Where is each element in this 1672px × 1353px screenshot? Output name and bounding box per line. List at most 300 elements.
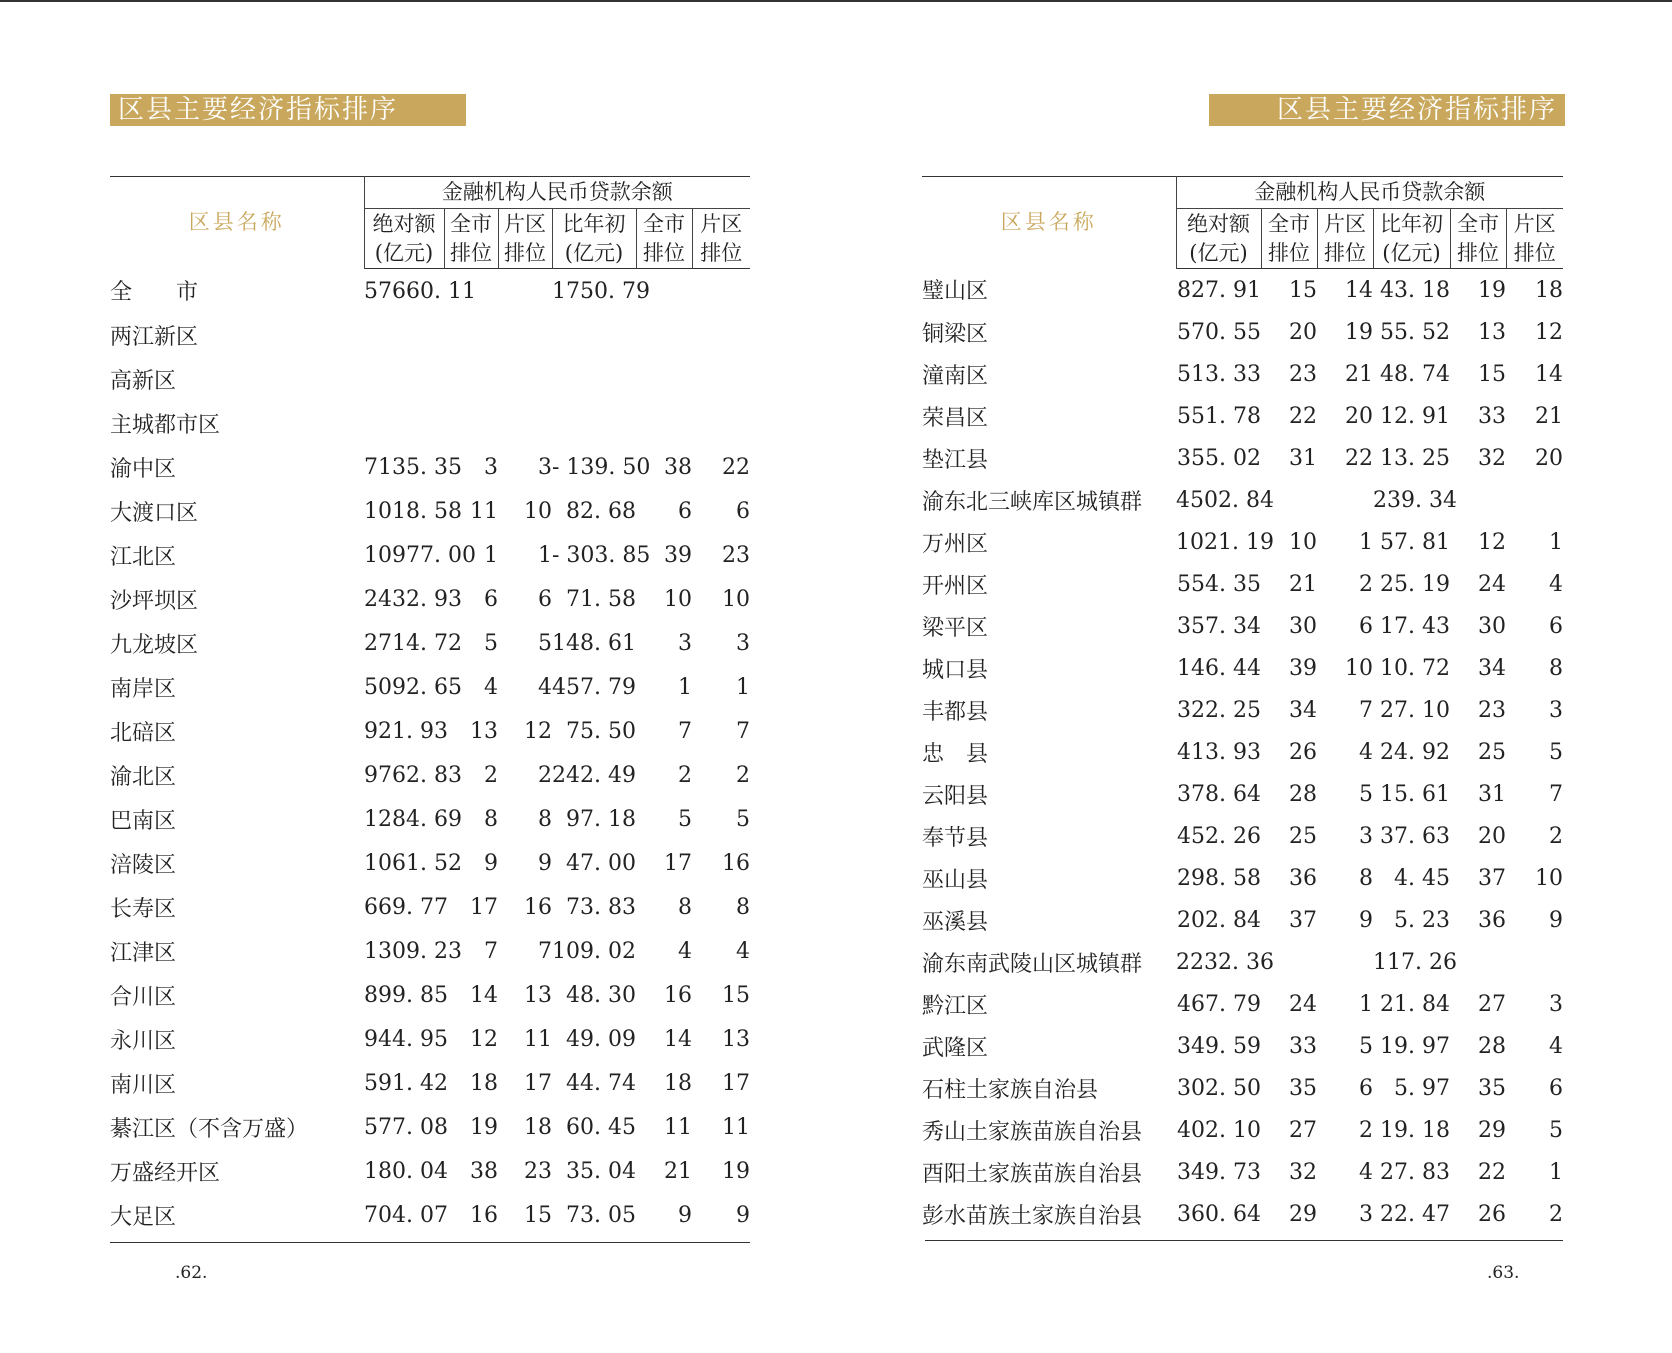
zone-rank-change-cell: 1 [736, 674, 751, 700]
change-ytd-cell: 60. 45 [566, 1114, 636, 1140]
city-rank-change-cell: 36 [1478, 907, 1506, 933]
column-header-zone-rank-change: 片区 [700, 211, 743, 236]
city-rank-cell: 9 [484, 850, 498, 876]
zone-rank-cell: 2 [1359, 571, 1373, 597]
change-ytd-cell: 44. 74 [566, 1070, 636, 1096]
right-table-body [922, 269, 1563, 1236]
table-row [110, 841, 750, 885]
zone-rank-cell: 23 [524, 1158, 552, 1184]
city-rank-change-cell: 22 [1478, 1159, 1506, 1185]
zone-rank-change-cell [692, 269, 750, 314]
city-rank-cell: 11 [470, 498, 498, 524]
city-rank-cell: 10 [1289, 529, 1317, 555]
change-ytd-cell: - 139. 50 [552, 454, 651, 480]
loan-balance-cell [364, 357, 444, 401]
city-rank-change-cell: 34 [1478, 655, 1506, 681]
district-name-cell: 武隆区 [922, 1035, 989, 1061]
loan-balance-cell [364, 313, 444, 357]
loan-balance-cell: 591. 42 [364, 1070, 448, 1096]
zone-rank-cell: 7 [1359, 697, 1373, 723]
zone-rank-change-cell: 8 [1549, 655, 1564, 681]
loan-balance-cell: 360. 64 [1177, 1201, 1261, 1227]
loan-balance-cell: 1061. 52 [364, 850, 462, 876]
city-rank-cell: 8 [484, 806, 498, 832]
loan-balance-cell: 413. 93 [1177, 739, 1261, 765]
column-unit-zone-rank-change: 排位 [692, 239, 750, 269]
loan-balance-cell: 554. 35 [1177, 571, 1261, 597]
table-row [110, 709, 750, 753]
zone-rank-change-cell: 3 [1549, 991, 1564, 1017]
change-ytd-cell: 27. 83 [1380, 1159, 1450, 1185]
column-header-city-rank: 全市 [1261, 209, 1317, 240]
column-unit-zone-rank-change: 排位 [1506, 239, 1563, 269]
zone-rank-cell: 13 [524, 982, 552, 1008]
loan-balance-cell: 355. 02 [1177, 445, 1261, 471]
city-rank-cell [444, 357, 498, 401]
city-rank-change-cell: 20 [1478, 823, 1506, 849]
column-group-loan-balance: 金融机构人民币贷款余额 [1176, 177, 1563, 209]
city-rank-cell: 29 [1289, 1201, 1317, 1227]
change-ytd-cell: 148. 61 [552, 630, 636, 656]
district-name-cell: 主城都市区 [110, 412, 221, 438]
zone-rank-change-cell: 5 [1549, 739, 1564, 765]
zone-rank-change-cell: 17 [722, 1070, 751, 1096]
city-rank-change-cell: 18 [664, 1070, 692, 1096]
zone-rank-change-cell: 5 [736, 806, 751, 832]
district-name-cell: 巫山县 [922, 867, 989, 893]
change-ytd-cell: 10. 72 [1380, 655, 1450, 681]
city-rank-change-cell [1450, 941, 1506, 983]
zone-rank-cell [498, 313, 552, 357]
district-name-cell: 梁平区 [922, 615, 989, 641]
change-ytd-cell: 21. 84 [1380, 991, 1450, 1017]
loan-balance-cell: 669. 77 [364, 894, 448, 920]
city-rank-cell: 23 [1289, 361, 1317, 387]
table-row [922, 437, 1563, 479]
column-header-zone-rank-change: 片区 [1513, 211, 1556, 236]
district-name-cell: 渝东南武陵山区城镇群 [922, 951, 1143, 977]
zone-rank-change-cell: 8 [736, 894, 751, 920]
district-name-cell: 忠 县 [922, 741, 989, 767]
zone-rank-change-cell: 9 [736, 1202, 751, 1228]
table-row [110, 929, 750, 973]
zone-rank-change-cell: 6 [1549, 613, 1564, 639]
district-name-cell: 秀山土家族苗族自治县 [922, 1119, 1143, 1145]
city-rank-change-cell: 14 [664, 1026, 692, 1052]
change-ytd-cell: 97. 18 [566, 806, 636, 832]
table-row [922, 1109, 1563, 1151]
zone-rank-change-cell: 12 [1535, 319, 1564, 345]
column-header-district-name: 区县名称 [110, 177, 364, 269]
loan-balance-cell: 2432. 93 [364, 586, 462, 612]
zone-rank-change-cell [692, 313, 750, 357]
zone-rank-cell: 19 [1345, 319, 1373, 345]
city-rank-cell: 28 [1289, 781, 1317, 807]
change-ytd-cell: 73. 05 [566, 1202, 636, 1228]
table-row [922, 731, 1563, 773]
column-header-zone-rank: 片区 [498, 209, 552, 240]
loan-balance-cell: 551. 78 [1177, 403, 1261, 429]
change-ytd-cell [552, 401, 636, 445]
district-name-cell: 巫溪县 [922, 909, 989, 935]
zone-rank-cell: 14 [1345, 277, 1373, 303]
city-rank-cell: 12 [470, 1026, 498, 1052]
district-name-cell: 渝东北三峡库区城镇群 [922, 489, 1143, 515]
table-row [922, 899, 1563, 941]
zone-rank-cell: 15 [524, 1202, 552, 1228]
table-row [922, 605, 1563, 647]
city-rank-cell: 20 [1289, 319, 1317, 345]
city-rank-cell: 33 [1289, 1033, 1317, 1059]
change-ytd-cell: 19. 18 [1380, 1117, 1450, 1143]
city-rank-cell: 1 [484, 542, 498, 568]
loan-balance-cell: 570. 55 [1177, 319, 1261, 345]
city-rank-cell: 25 [1289, 823, 1317, 849]
zone-rank-cell: 9 [538, 850, 552, 876]
table-row [922, 563, 1563, 605]
zone-rank-change-cell: 2 [736, 762, 751, 788]
loan-balance-cell: 2714. 72 [364, 630, 462, 656]
column-group-loan-balance: 金融机构人民币贷款余额 [364, 177, 750, 209]
table-row [110, 489, 750, 533]
column-unit-absolute: (亿元) [364, 239, 444, 269]
district-name-cell: 石柱土家族自治县 [922, 1077, 1099, 1103]
zone-rank-change-cell: 4 [1549, 1033, 1564, 1059]
change-ytd-cell: 35. 04 [566, 1158, 636, 1184]
district-name-cell: 永川区 [110, 1028, 177, 1054]
loan-balance-cell: 202. 84 [1177, 907, 1261, 933]
city-rank-cell: 13 [470, 718, 498, 744]
change-ytd-cell: 15. 61 [1380, 781, 1450, 807]
table-row [922, 1193, 1563, 1235]
change-ytd-cell: 109. 02 [552, 938, 636, 964]
column-header-absolute: 绝对额 [364, 209, 444, 240]
left-table-body [110, 269, 750, 1238]
zone-rank-change-cell: 21 [1535, 403, 1564, 429]
zone-rank-cell: 4 [538, 674, 552, 700]
city-rank-cell [444, 313, 498, 357]
city-rank-change-cell: 25 [1478, 739, 1506, 765]
city-rank-change-cell: 30 [1478, 613, 1506, 639]
district-name-cell: 酉阳土家族苗族自治县 [922, 1161, 1143, 1187]
loan-balance-cell: 302. 50 [1177, 1075, 1261, 1101]
zone-rank-change-cell: 19 [722, 1158, 751, 1184]
table-row [110, 313, 750, 357]
change-ytd-cell: 25. 19 [1380, 571, 1450, 597]
table-row [110, 577, 750, 621]
left-page-title: 区县主要经济指标排序 [110, 94, 466, 126]
district-name-cell: 合川区 [110, 984, 177, 1010]
change-ytd-cell: 242. 49 [552, 762, 636, 788]
table-row [922, 1025, 1563, 1067]
district-name-cell: 垫江县 [922, 447, 989, 473]
zone-rank-change-cell: 7 [736, 718, 751, 744]
right-bottom-rule [925, 1240, 1563, 1241]
city-rank-cell: 26 [1289, 739, 1317, 765]
city-rank-cell [444, 401, 498, 445]
district-name-cell: 渝北区 [110, 764, 177, 790]
zone-rank-change-cell: 4 [736, 938, 751, 964]
table-row [922, 353, 1563, 395]
city-rank-cell: 21 [1289, 571, 1317, 597]
change-ytd-cell: 22. 47 [1380, 1201, 1450, 1227]
loan-balance-cell: 402. 10 [1177, 1117, 1261, 1143]
city-rank-change-cell: 5 [678, 806, 692, 832]
column-header-change: 比年初 [552, 209, 636, 240]
change-ytd-cell: 43. 18 [1380, 277, 1450, 303]
table-row [110, 665, 750, 709]
table-row [110, 621, 750, 665]
city-rank-cell: 2 [484, 762, 498, 788]
loan-balance-cell: 378. 64 [1177, 781, 1261, 807]
loan-balance-cell: 7135. 35 [364, 454, 462, 480]
loan-balance-cell: 322. 25 [1177, 697, 1261, 723]
table-row [110, 269, 750, 314]
table-row [922, 815, 1563, 857]
change-ytd-cell: 4. 45 [1394, 865, 1450, 891]
zone-rank-change-cell: 10 [722, 586, 751, 612]
city-rank-change-cell [636, 357, 692, 401]
city-rank-change-cell: 3 [678, 630, 692, 656]
column-header-zone-rank: 片区 [1317, 209, 1373, 240]
zone-rank-change-cell: 2 [1549, 1201, 1564, 1227]
change-ytd-cell [552, 313, 636, 357]
table-row [110, 753, 750, 797]
zone-rank-cell: 1 [1359, 991, 1373, 1017]
city-rank-change-cell: 6 [678, 498, 692, 524]
zone-rank-change-cell [1506, 941, 1563, 983]
change-ytd-cell [552, 357, 636, 401]
city-rank-change-cell: 39 [664, 542, 692, 568]
city-rank-cell: 34 [1289, 697, 1317, 723]
change-ytd-cell: 12. 91 [1380, 403, 1450, 429]
loan-balance-cell: 349. 73 [1177, 1159, 1261, 1185]
zone-rank-cell [1317, 479, 1373, 521]
change-ytd-cell: 239. 34 [1373, 487, 1457, 513]
city-rank-change-cell: 37 [1478, 865, 1506, 891]
loan-balance-cell: 357. 34 [1177, 613, 1261, 639]
loan-balance-cell: 944. 95 [364, 1026, 448, 1052]
zone-rank-cell: 21 [1345, 361, 1373, 387]
zone-rank-change-cell: 14 [1535, 361, 1564, 387]
loan-balance-cell: 452. 26 [1177, 823, 1261, 849]
zone-rank-cell: 4 [1359, 1159, 1373, 1185]
zone-rank-cell: 9 [1359, 907, 1373, 933]
city-rank-change-cell: 4 [678, 938, 692, 964]
city-rank-change-cell: 12 [1478, 529, 1506, 555]
zone-rank-cell: 2 [538, 762, 552, 788]
table-row [110, 1061, 750, 1105]
city-rank-change-cell [636, 313, 692, 357]
city-rank-change-cell: 31 [1478, 781, 1506, 807]
zone-rank-cell: 1 [538, 542, 552, 568]
zone-rank-cell: 7 [538, 938, 552, 964]
city-rank-change-cell: 7 [678, 718, 692, 744]
zone-rank-cell: 5 [538, 630, 552, 656]
district-name-cell: 云阳县 [922, 783, 989, 809]
table-row [110, 1017, 750, 1061]
district-name-cell: 铜梁区 [922, 321, 989, 347]
loan-balance-cell: 467. 79 [1177, 991, 1261, 1017]
table-row [922, 269, 1563, 312]
city-rank-change-cell: 26 [1478, 1201, 1506, 1227]
loan-balance-cell [364, 401, 444, 445]
column-header-city-rank: 全市 [444, 209, 498, 240]
column-unit-city-rank-change: 排位 [636, 239, 692, 269]
change-ytd-cell: 13. 25 [1380, 445, 1450, 471]
table-row [110, 533, 750, 577]
right-page-title: 区县主要经济指标排序 [1209, 94, 1565, 126]
city-rank-change-cell: 10 [664, 586, 692, 612]
zone-rank-change-cell: 5 [1549, 1117, 1564, 1143]
change-ytd-cell: 5. 97 [1394, 1075, 1450, 1101]
change-ytd-cell: 49. 09 [566, 1026, 636, 1052]
district-name-cell: 璧山区 [922, 279, 989, 305]
table-row [922, 1151, 1563, 1193]
loan-balance-cell: 4502. 84 [1176, 487, 1274, 513]
district-name-cell: 两江新区 [110, 324, 199, 350]
city-rank-change-cell: 13 [1478, 319, 1506, 345]
city-rank-change-cell: 24 [1478, 571, 1506, 597]
left-bottom-rule [110, 1242, 750, 1243]
zone-rank-change-cell: 10 [1535, 865, 1564, 891]
district-name-cell: 彭水苗族土家族自治县 [922, 1203, 1143, 1229]
zone-rank-change-cell [1506, 479, 1563, 521]
change-ytd-cell: 47. 00 [566, 850, 636, 876]
column-header-change: 比年初 [1373, 209, 1450, 240]
zone-rank-cell: 17 [524, 1070, 552, 1096]
district-name-cell: 南岸区 [110, 676, 177, 702]
change-ytd-cell: 37. 63 [1380, 823, 1450, 849]
zone-rank-cell: 5 [1359, 1033, 1373, 1059]
district-name-cell: 高新区 [110, 368, 177, 394]
zone-rank-cell: 11 [524, 1026, 552, 1052]
city-rank-cell: 31 [1289, 445, 1317, 471]
left-loan-table [110, 176, 750, 1237]
change-ytd-cell: 73. 83 [566, 894, 636, 920]
zone-rank-change-cell: 6 [1549, 1075, 1564, 1101]
column-unit-zone-rank: 排位 [1317, 239, 1373, 269]
city-rank-cell: 24 [1289, 991, 1317, 1017]
table-row [922, 1067, 1563, 1109]
zone-rank-cell: 10 [1345, 655, 1373, 681]
loan-balance-cell: 1021. 19 [1176, 529, 1274, 555]
city-rank-cell: 39 [1289, 655, 1317, 681]
loan-balance-cell: 1309. 23 [364, 938, 462, 964]
zone-rank-change-cell: 11 [722, 1114, 751, 1140]
loan-balance-cell: 1284. 69 [364, 806, 462, 832]
city-rank-change-cell [1450, 479, 1506, 521]
zone-rank-change-cell: 16 [722, 850, 751, 876]
loan-balance-cell: 9762. 83 [364, 762, 462, 788]
zone-rank-cell: 3 [538, 454, 552, 480]
zone-rank-cell: 6 [1359, 1075, 1373, 1101]
table-row [110, 1105, 750, 1149]
city-rank-cell: 4 [484, 674, 498, 700]
district-name-cell: 沙坪坝区 [110, 588, 199, 614]
zone-rank-cell: 6 [538, 586, 552, 612]
city-rank-change-cell: 21 [664, 1158, 692, 1184]
city-rank-cell: 7 [484, 938, 498, 964]
city-rank-cell: 32 [1289, 1159, 1317, 1185]
change-ytd-cell: 5. 23 [1394, 907, 1450, 933]
city-rank-cell: 35 [1289, 1075, 1317, 1101]
loan-balance-cell: 10977. 00 [364, 542, 476, 568]
change-ytd-cell: 117. 26 [1373, 949, 1457, 975]
table-row [110, 445, 750, 489]
zone-rank-cell: 8 [1359, 865, 1373, 891]
district-name-cell: 万州区 [922, 531, 989, 557]
table-row [922, 311, 1563, 353]
table-row [110, 1149, 750, 1193]
city-rank-cell: 15 [1289, 277, 1317, 303]
loan-balance-cell: 2232. 36 [1176, 949, 1274, 975]
district-name-cell: 荣昌区 [922, 405, 989, 431]
change-ytd-cell: 75. 50 [566, 718, 636, 744]
loan-balance-cell: 298. 58 [1177, 865, 1261, 891]
zone-rank-change-cell: 1 [1549, 529, 1564, 555]
loan-balance-cell: 57660. 11 [364, 278, 476, 304]
district-name-cell: 黔江区 [922, 993, 989, 1019]
city-rank-change-cell: 11 [664, 1114, 692, 1140]
district-name-cell: 奉节县 [922, 825, 989, 851]
zone-rank-cell: 6 [1359, 613, 1373, 639]
city-rank-cell: 37 [1289, 907, 1317, 933]
zone-rank-change-cell: 23 [722, 542, 751, 568]
district-name-cell: 渝中区 [110, 456, 177, 482]
zone-rank-cell [498, 357, 552, 401]
district-name-cell: 潼南区 [922, 363, 989, 389]
district-name-cell: 巴南区 [110, 808, 177, 834]
city-rank-cell: 30 [1289, 613, 1317, 639]
city-rank-change-cell: 15 [1478, 361, 1506, 387]
district-name-cell: 涪陵区 [110, 852, 177, 878]
zone-rank-cell: 3 [1359, 1201, 1373, 1227]
city-rank-cell: 5 [484, 630, 498, 656]
table-row [110, 797, 750, 841]
column-unit-city-rank: 排位 [444, 239, 498, 269]
district-name-cell: 丰都县 [922, 699, 989, 725]
column-header-district-name: 区县名称 [922, 177, 1176, 269]
change-ytd-cell: 55. 52 [1380, 319, 1450, 345]
city-rank-cell: 3 [484, 454, 498, 480]
district-name-cell: 南川区 [110, 1072, 177, 1098]
zone-rank-change-cell: 3 [736, 630, 751, 656]
district-name-cell: 全 市 [110, 280, 199, 306]
change-ytd-cell: 19. 97 [1380, 1033, 1450, 1059]
city-rank-change-cell: 23 [1478, 697, 1506, 723]
city-rank-change-cell: 1 [678, 674, 692, 700]
city-rank-change-cell: 33 [1478, 403, 1506, 429]
zone-rank-cell: 4 [1359, 739, 1373, 765]
table-row [922, 521, 1563, 563]
table-row [922, 773, 1563, 815]
column-header-city-rank-change: 全市 [636, 209, 692, 240]
change-ytd-cell: - 303. 85 [552, 542, 651, 568]
loan-balance-cell: 513. 33 [1177, 361, 1261, 387]
city-rank-change-cell: 16 [664, 982, 692, 1008]
zone-rank-change-cell: 4 [1549, 571, 1564, 597]
loan-balance-cell: 704. 07 [364, 1202, 448, 1228]
city-rank-cell: 18 [470, 1070, 498, 1096]
column-header-absolute: 绝对额 [1176, 209, 1261, 240]
city-rank-change-cell: 29 [1478, 1117, 1506, 1143]
zone-rank-change-cell: 6 [736, 498, 751, 524]
change-ytd-cell: 457. 79 [552, 674, 636, 700]
city-rank-change-cell: 9 [678, 1202, 692, 1228]
zone-rank-change-cell: 22 [722, 454, 751, 480]
table-row [922, 983, 1563, 1025]
